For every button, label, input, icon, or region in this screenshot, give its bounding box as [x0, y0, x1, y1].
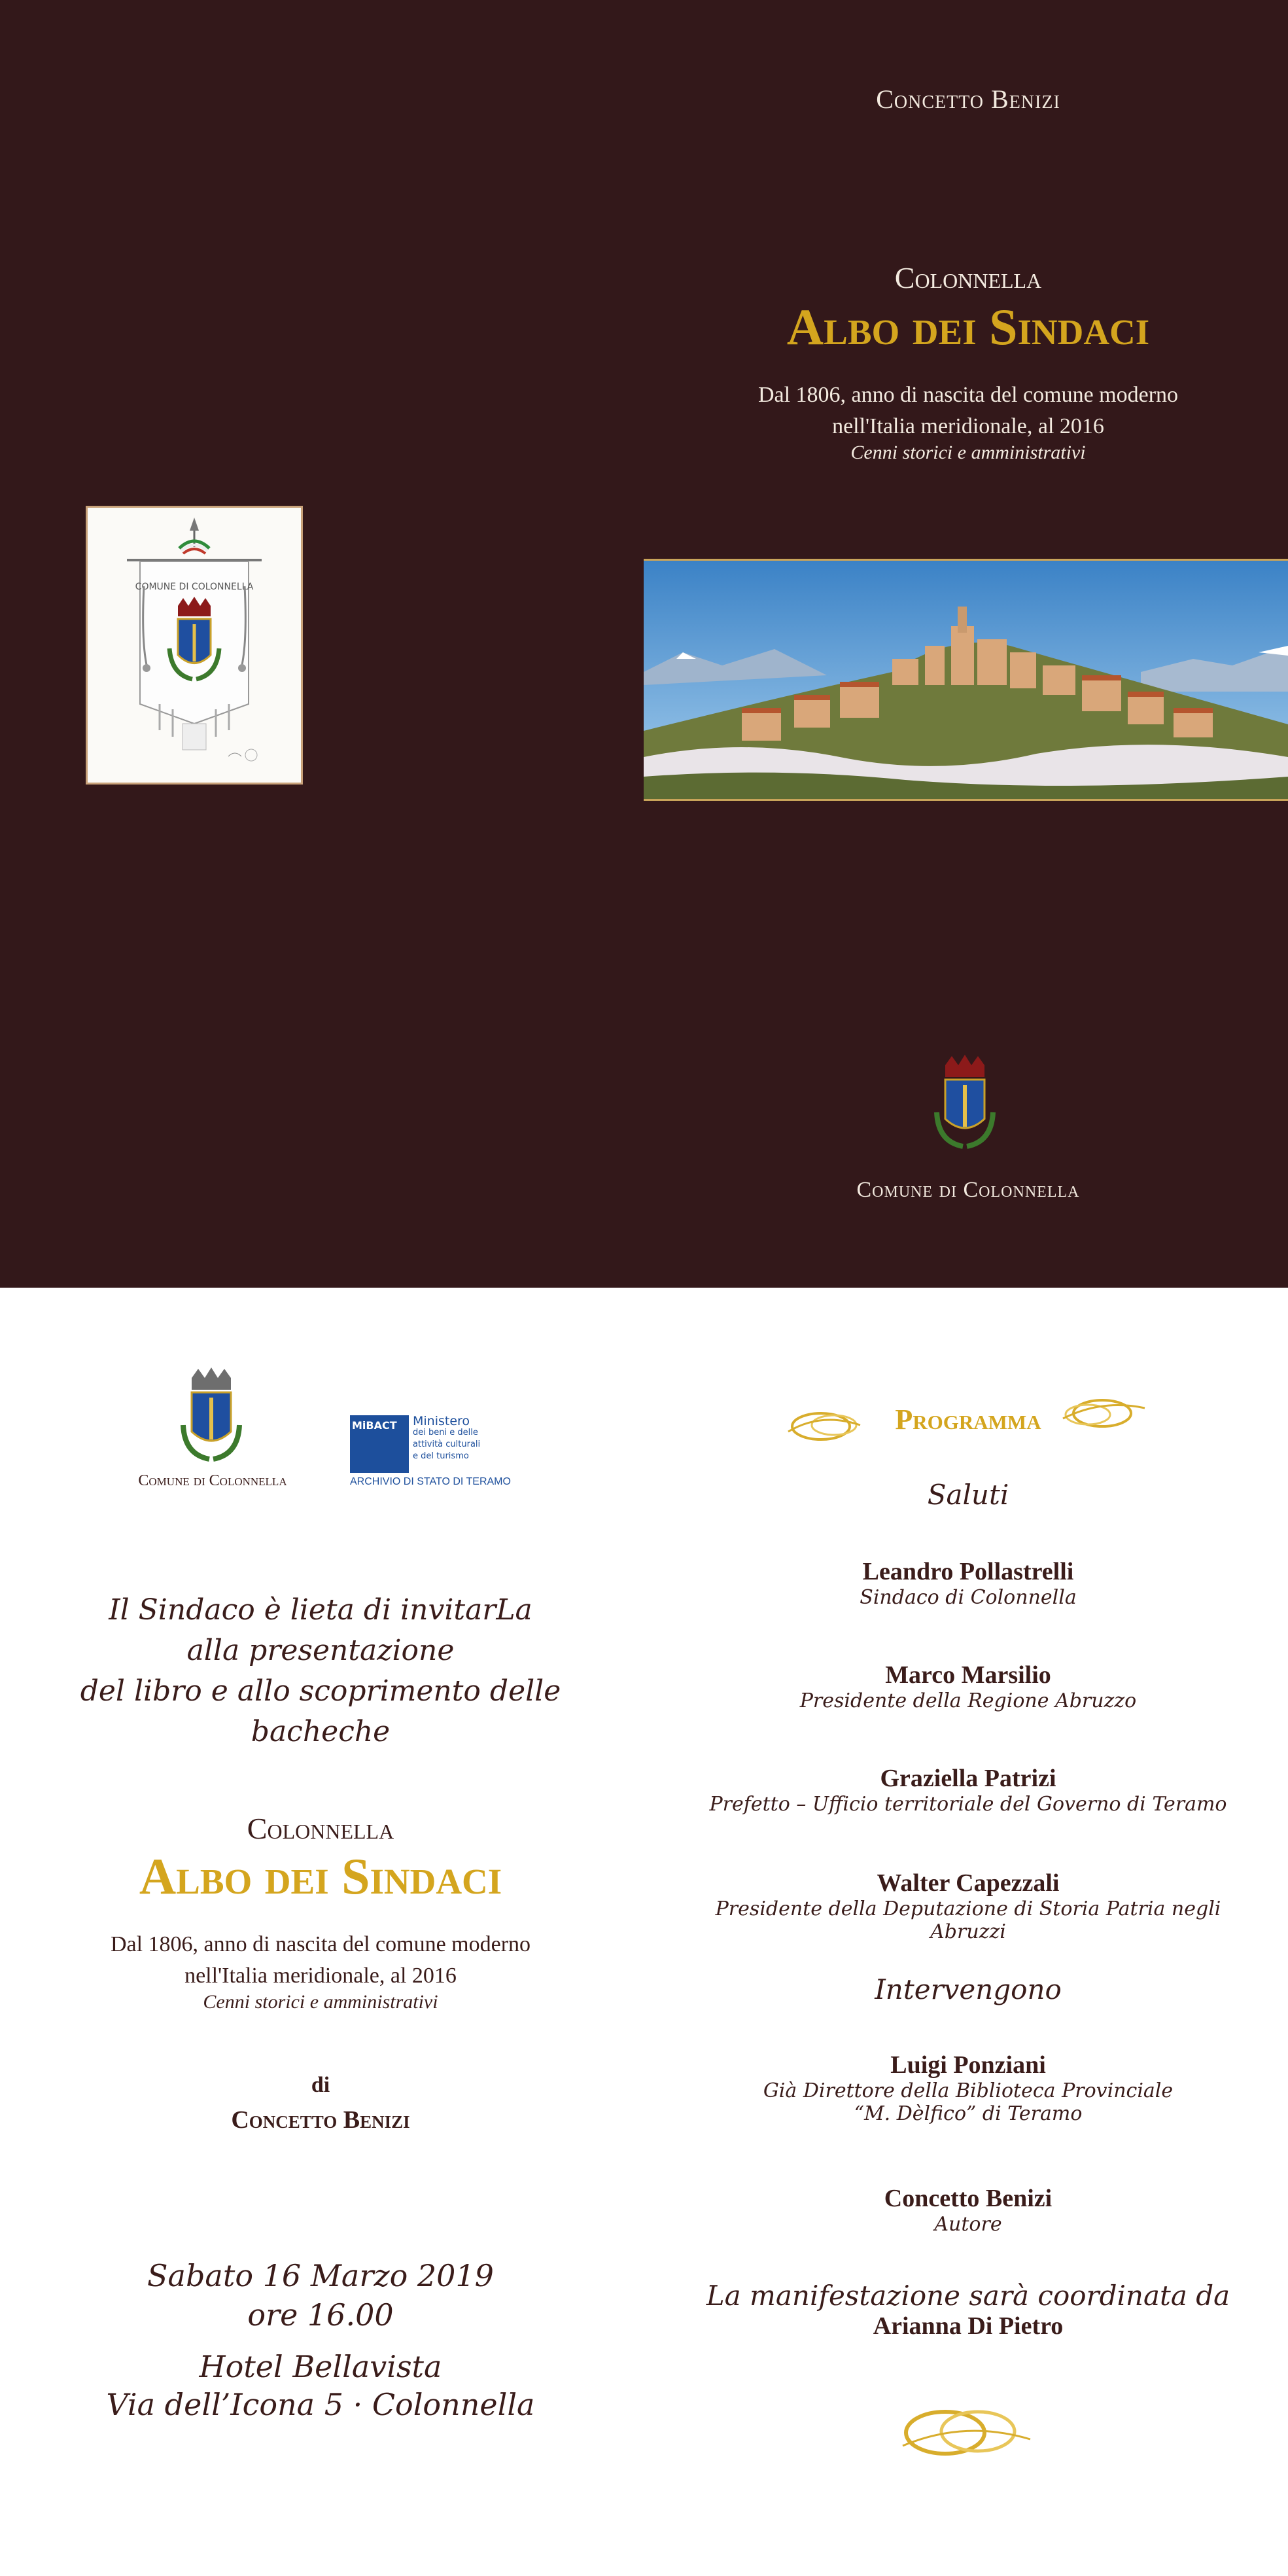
cover-subtitle: [706, 379, 1230, 442]
speaker-name: Walter Capezzali: [877, 1869, 1060, 1897]
venue-name: Hotel Bellavista: [199, 2349, 442, 2384]
ministry-line2: dei beni e delle: [413, 1428, 478, 1438]
invite-line2: alla presentazione: [186, 1634, 455, 1667]
rings-ornament-icon: [893, 2393, 1037, 2465]
speaker-role: Presidente della Deputazione di Storia Patria negli Abruzzi: [715, 1897, 1221, 1943]
ministry-line4: e del turismo: [413, 1451, 469, 1461]
speaker-role: Prefetto – Ufficio territoriale del Governo di Teramo: [709, 1793, 1227, 1816]
town-photo: [644, 559, 1288, 801]
cover-footer: Comune di Colonnella: [856, 1178, 1080, 1202]
event-date: Sabato 16 Marzo 2019: [147, 2258, 494, 2293]
archivio-caption: ARCHIVIO DI STATO DI TERAMO: [350, 1476, 511, 1487]
comune-logo-caption: Comune di Colonnella: [138, 1472, 287, 1489]
coordinator-label: La manifestazione sarà coordinata da: [706, 2280, 1230, 2312]
speaker-role-2: “M. Dèlfico” di Teramo: [854, 2102, 1083, 2125]
intervengono-heading: Intervengono: [875, 1973, 1062, 2005]
invitation-page: [0, 1288, 1288, 2576]
book-author: Concetto Benizi: [231, 2106, 410, 2134]
book-title: Albo dei Sindaci: [139, 1848, 502, 1905]
speaker-1: [680, 1557, 1256, 1609]
mibact-mark: MiBACT: [350, 1415, 409, 1473]
speaker-4: [680, 1869, 1256, 1943]
cover-title: Albo dei Sindaci: [786, 298, 1150, 355]
speaker-name: Luigi Ponziani: [890, 2051, 1046, 2079]
book-town: Colonnella: [247, 1812, 394, 1845]
book-subtitle-italic: Cenni storici e amministrativi: [203, 1991, 438, 2013]
cover-subtitle-line1: Dal 1806, anno di nascita del comune moderno: [757, 383, 1179, 407]
gonfalone-illustration: [88, 508, 301, 783]
invite-line3: del libro e allo scoprimento delle bacheche: [80, 1674, 561, 1748]
event-datetime: [39, 2256, 602, 2335]
saluti-heading: Saluti: [927, 1479, 1009, 1511]
gonfalone-image: [86, 506, 303, 785]
speaker-2: [680, 1661, 1256, 1712]
ministry-logo: [350, 1415, 520, 1474]
invite-text: [39, 1590, 602, 1752]
colonnella-panorama: [644, 561, 1288, 799]
book-by: di: [311, 2073, 330, 2097]
coat-of-arms-icon: [929, 1053, 1001, 1152]
cover-author: Concetto Benizi: [876, 84, 1060, 114]
event-venue: [39, 2348, 602, 2424]
venue-address: Via dell’Icona 5 · Colonnella: [106, 2387, 535, 2422]
speaker-name: Graziella Patrizi: [880, 1765, 1056, 1792]
speaker-name: Leandro Pollastrelli: [862, 1558, 1074, 1585]
coordinator: [680, 2280, 1256, 2340]
speaker-name: Concetto Benizi: [884, 2185, 1053, 2212]
book-subtitle: [39, 1929, 602, 1992]
cover-subtitle-line2: nell'Italia meridionale, al 2016: [832, 414, 1104, 438]
ministry-text: [413, 1415, 480, 1462]
event-time: ore 16.00: [247, 2297, 394, 2333]
invite-line1: Il Sindaco è lieta di invitarLa: [109, 1593, 532, 1627]
speaker-6: [680, 2184, 1256, 2236]
coordinator-name: Arianna Di Pietro: [873, 2312, 1064, 2340]
programma-title: Programma: [895, 1403, 1041, 1436]
book-subtitle-line2: nell'Italia meridionale, al 2016: [184, 1964, 457, 1988]
cover-town: Colonnella: [894, 261, 1042, 294]
comune-logo-icon: [175, 1366, 247, 1464]
speaker-3: [680, 1764, 1256, 1816]
cover-subtitle-italic: Cenni storici e amministrativi: [850, 442, 1086, 463]
speaker-role: Già Direttore della Biblioteca Provinciale: [763, 2079, 1174, 2102]
book-subtitle-line1: Dal 1806, anno di nascita del comune moderno: [110, 1932, 531, 1956]
speaker-role: Autore: [934, 2213, 1002, 2236]
ministry-line1: Ministero: [413, 1414, 470, 1428]
speaker-name: Marco Marsilio: [885, 1661, 1051, 1689]
speaker-5: [680, 2051, 1256, 2125]
banner-text: COMUNE DI COLONNELLA: [135, 582, 254, 592]
speaker-role: Sindaco di Colonnella: [860, 1586, 1077, 1609]
ministry-line3: attività culturali: [413, 1439, 481, 1449]
speaker-role: Presidente della Regione Abruzzo: [799, 1689, 1137, 1712]
